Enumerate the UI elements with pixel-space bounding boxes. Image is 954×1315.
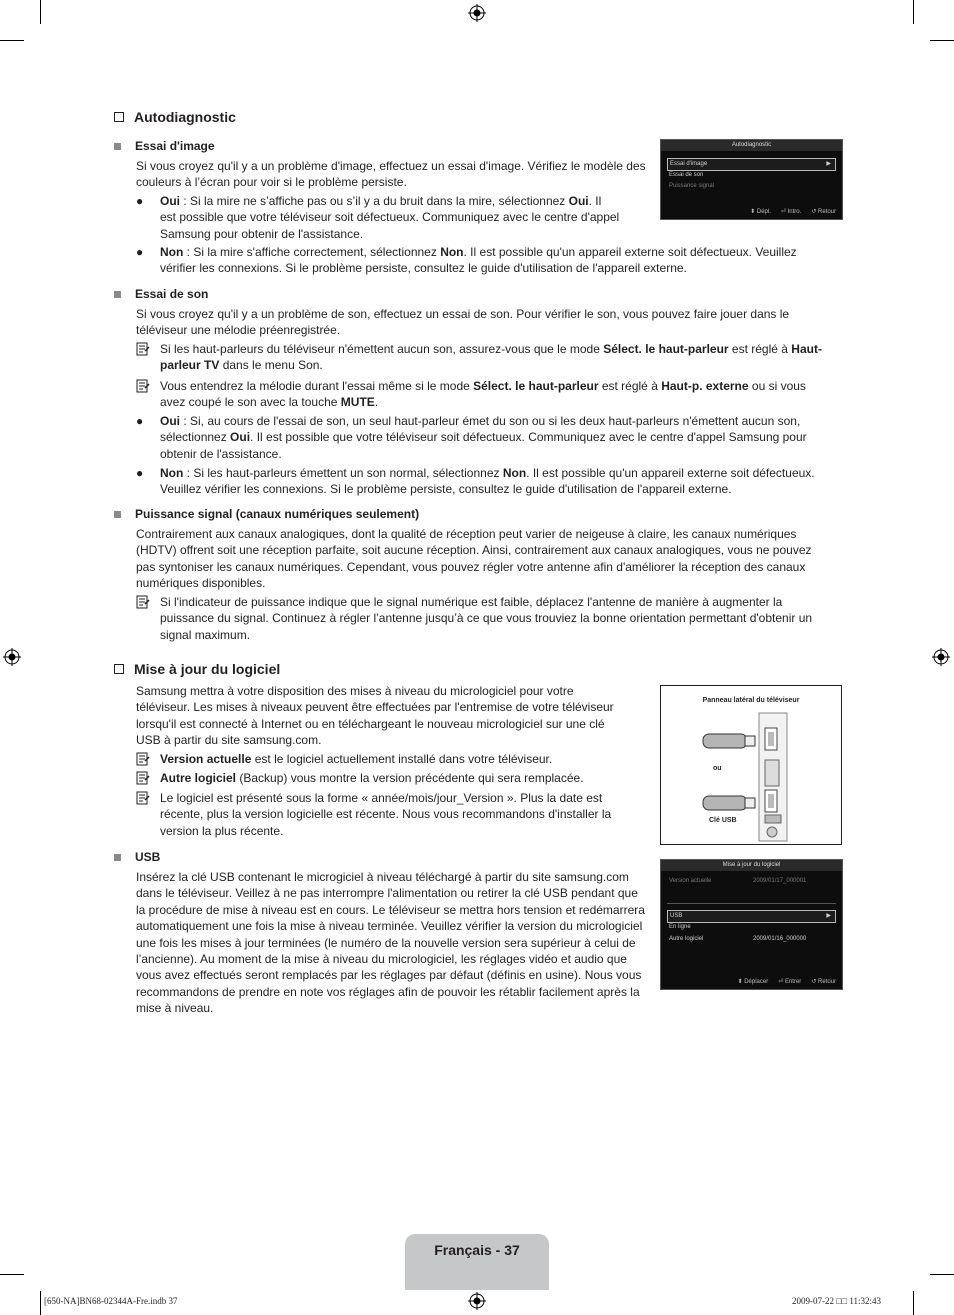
crop-mark (913, 1291, 914, 1315)
subheading-image-test: Essai d'image (114, 139, 215, 153)
osd-item-alt-software[interactable]: Autre logiciel 2009/01/16_000000 (669, 936, 807, 942)
checkbox-icon (114, 664, 124, 674)
signal-description: Contrairement aux canaux analogiques, dont la qualité de réception peut varier de neigeuse à claire, les canaux numériques (HDTV) offrent soit une réception parfaite, soit aucune réception. Ainsi, contrairement aux canaux analogiques, vous ne pouvez pas syntoniser les canaux numériques. Cependant, vous pouvez régler votre antenne afin d'améliorer la réception des canaux numériques disponibles. (136, 527, 812, 591)
osd-software-update-screen: Mise à jour du logiciel Version actuelle 2009/01/17_000001 USB ▶ En ligne Autre logiciel 2009/01/16_000000 ⬍ Déplacer ⏎ Entrer ↺ Retour (660, 859, 843, 990)
note-icon (136, 595, 150, 609)
section-title-autodiagnostic: Autodiagnostic (114, 109, 236, 125)
crop-mark (930, 1274, 954, 1275)
square-bullet-icon (114, 511, 121, 518)
registration-mark-icon (932, 648, 950, 666)
update-description: Samsung mettra à votre disposition des mises à niveau du micrologiciel pour votre téléviseur. Les mises à niveaux peuvent être effectuées par l'entremise de votre téléviseur lorsqu'il est connecté à Internet ou en téléchargeant le nouveau micrologiciel sur une clé USB à partir du site samsung.com. (136, 684, 614, 748)
print-slug-file: [650-NA]BN68-02344A-Fre.indb 37 (44, 1296, 178, 1306)
registration-mark-icon (468, 4, 486, 22)
crop-mark (930, 40, 954, 41)
section-title-software-update: Mise à jour du logiciel (114, 661, 280, 677)
osd-footer-move: ⬍ Déplacer (737, 979, 769, 985)
osd-footer-move: ⬍ Dépl. (750, 209, 771, 215)
square-bullet-icon (114, 854, 121, 861)
registration-mark-icon (468, 1292, 486, 1310)
note-icon (136, 342, 150, 356)
note-icon (136, 379, 150, 393)
osd-footer-return: ↺ Retour (811, 979, 836, 985)
osd-footer-return: ↺ Retour (811, 209, 836, 215)
page-number-tab: Français - 37 (405, 1234, 549, 1290)
crop-mark (913, 0, 914, 24)
print-slug-date: 2009-07-22 □□ 11:32:43 (792, 1296, 882, 1306)
osd-item-usb[interactable]: USB ▶ (667, 910, 836, 923)
osd-autodiagnostic-screen: Autodiagnostic Essai d'image ▶ Essai de son Puissance signal ⬍ Dépl. ⏎ Intro. ↺ Retour (660, 139, 843, 220)
note-icon (136, 771, 150, 785)
usb-description: Insérez la clé USB contenant le microgiciel à niveau téléchargé à partir du site samsung.com dans le téléviseur. Veillez à ne pas interrompre l'alimentation ou retirer la clé USB pendant que la procédure de mise à niveau est en cours. Le téléviseur se mettra hors tension et redémarrera automatiquement une fois la mise à niveau terminée. Veuillez vérifier la version du micrologiciel une fois les mises à jour terminées (le numéro de la nouvelle version sera supérieur à celui de l’ancienne). Au moment de la mise à niveau du micrologiciel, les réglages vidéo et audio que vous avez effectués seront remplacés par les réglages par défaut (définis en usine). Nous vous recommandons de prendre en note vos réglages afin de pouvoir les rétablir facilement après la mise à niveau. (136, 870, 645, 1016)
crop-mark (0, 1274, 24, 1275)
osd-item-signal[interactable]: Puissance signal (669, 183, 715, 189)
osd-footer-enter: ⏎ Entrer (778, 979, 802, 985)
osd-item-image-test[interactable]: Essai d'image ▶ (667, 158, 836, 171)
osd-current-version-row: Version actuelle 2009/01/17_000001 (669, 878, 807, 884)
osd-item-sound-test[interactable]: Essai de son (669, 172, 704, 178)
checkbox-icon (114, 112, 124, 122)
usb-connection-diagram (660, 685, 842, 845)
diagram-usb-key-label: Clé USB (709, 817, 737, 824)
image-test-description: Si vous croyez qu'il y a un problème d'image, effectuez un essai d'image. Vérifiez le modèle des couleurs à l’écran pour voir si le problème persiste. (136, 159, 646, 190)
osd-divider (667, 903, 836, 904)
osd-item-online[interactable]: En ligne (669, 924, 691, 930)
crop-mark (40, 0, 41, 24)
square-bullet-icon (114, 291, 121, 298)
osd-footer-enter: ⏎ Intro. (780, 209, 802, 215)
registration-mark-icon (3, 648, 21, 666)
crop-mark (40, 1291, 41, 1315)
tv-side-panel-illustration (661, 686, 841, 844)
square-bullet-icon (114, 143, 121, 150)
note-icon (136, 791, 150, 805)
diagram-title: Panneau latéral du téléviseur (702, 697, 800, 704)
subheading-signal-strength: Puissance signal (canaux numériques seulement) (114, 507, 419, 521)
sound-test-description: Si vous croyez qu'il y a un problème de son, effectuez un essai de son. Pour vérifier le son, vous pouvez faire jouer dans le téléviseur une mélodie préenregistrée. (136, 307, 790, 338)
crop-mark (0, 40, 24, 41)
subheading-usb: USB (114, 850, 160, 864)
note-icon (136, 752, 150, 766)
subheading-sound-test: Essai de son (114, 287, 208, 301)
diagram-or-label: ou (713, 765, 722, 772)
